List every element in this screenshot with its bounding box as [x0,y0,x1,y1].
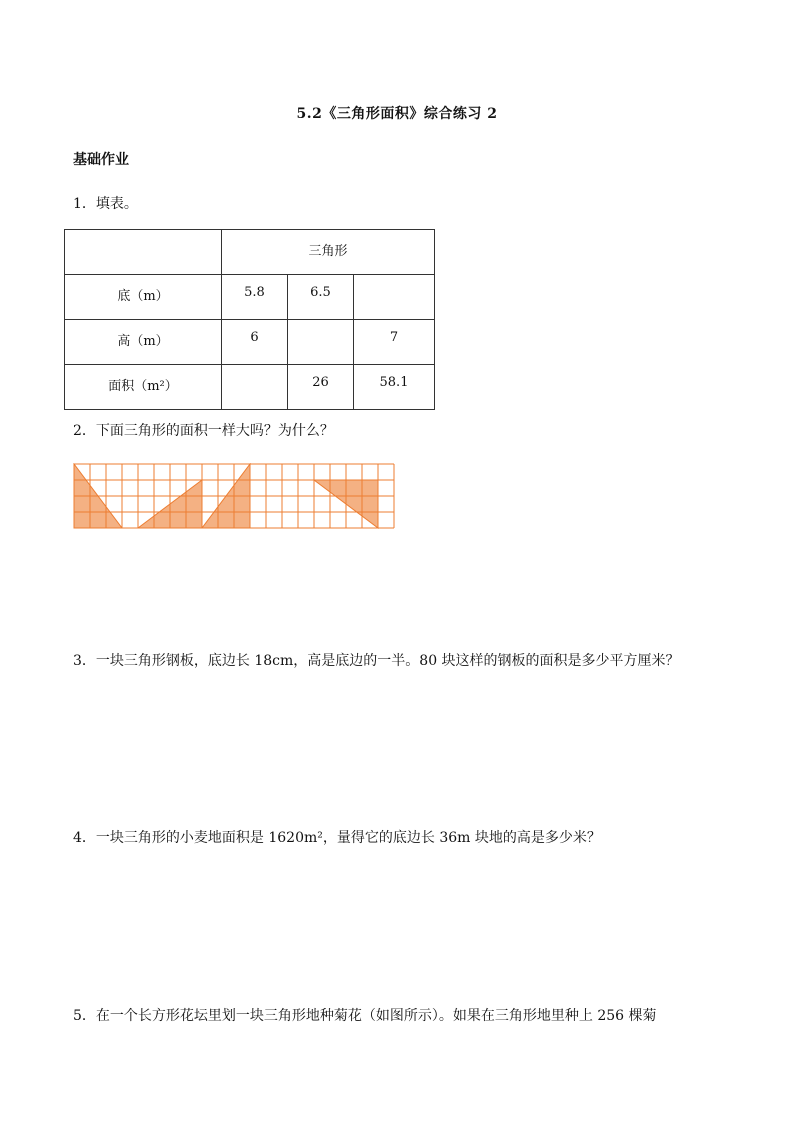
table-row [65,320,435,365]
table-cell: 58.1 [354,365,435,410]
page-title: 5.2《三角形面积》综合练习 2 [296,106,498,122]
question-2: 2．下面三角形的面积一样大吗？为什么？ [73,423,334,439]
table-cell: 6.5 [288,275,354,320]
question-4: 4．一块三角形的小麦地面积是 1620m²，量得它的底边长 36m 块地的高是多少米？ [73,830,601,846]
table-row [65,275,435,320]
table-cell [222,365,288,410]
table-cell [354,275,435,320]
table-cell [288,320,354,365]
table-cell [65,230,222,275]
section-heading: 基础作业 [73,152,129,168]
table-cell: 26 [288,365,354,410]
row-label: 面积（m²） [65,365,222,410]
question-1: 1．填表。 [73,196,138,212]
row-label: 高（m） [65,320,222,365]
table-cell: 6 [222,320,288,365]
table-row [65,365,435,410]
table-cell: 7 [354,320,435,365]
fill-table [64,229,435,410]
question-3: 3．一块三角形钢板，底边长 18cm，高是底边的一半。80 块这样的钢板的面积是多少平方厘米？ [73,653,680,669]
table-header: 三角形 [222,230,435,275]
triangle-grid-figure [73,463,398,530]
row-label: 底（m） [65,275,222,320]
question-5: 5．在一个长方形花坛里划一块三角形地种菊花（如图所示）。如果在三角形地里种上 256 棵菊 [73,1008,657,1024]
table-row [65,230,435,275]
table-cell: 5.8 [222,275,288,320]
